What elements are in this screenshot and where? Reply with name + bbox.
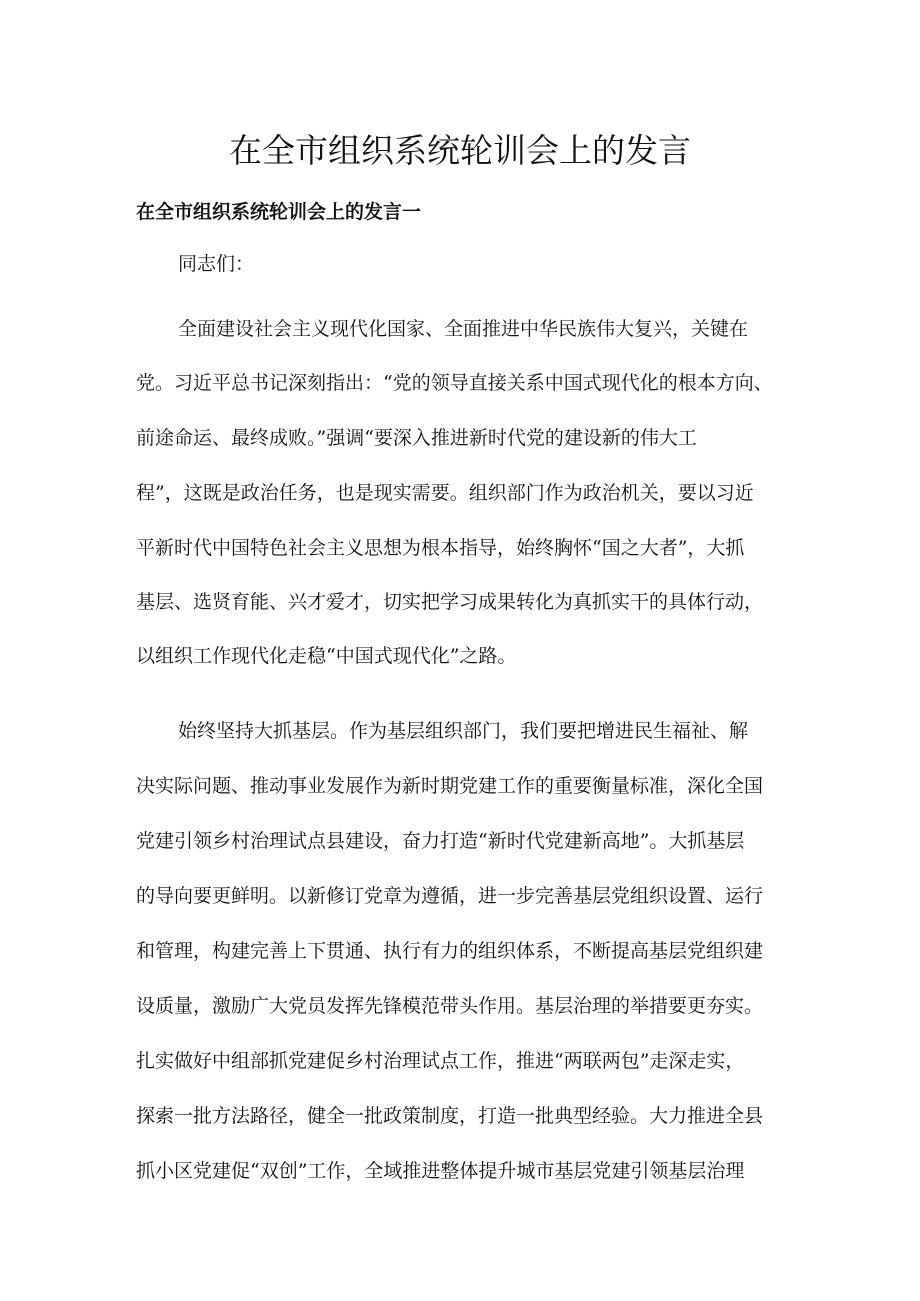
- paragraph-1-line: 平新时代中国特色社会主义思想为根本指导，始终胸怀“国之大者”，大抓: [136, 537, 745, 559]
- paragraph-1-line: 前途命运、最终成败。”强调“要深入推进新时代党的建设新的伟大工: [136, 427, 697, 449]
- paragraph-1-line: 程”，这既是政治任务，也是现实需要。组织部门作为政治机关，要以习近: [136, 482, 754, 504]
- paragraph-1-line: 全面建设社会主义现代化国家、全面推进中华民族伟大复兴，关键在: [178, 318, 749, 340]
- paragraph-2-line: 始终坚持大抓基层。作为基层组织部门，我们要把增进民生福祉、解: [178, 720, 749, 742]
- salutation: 同志们：: [178, 253, 255, 275]
- paragraph-2-line: 和管理，构建完善上下贯通、执行有力的组织体系，不断提高基层党组织建: [136, 940, 764, 962]
- section-heading: 在全市组织系统轮训会上的发言一: [136, 201, 422, 223]
- paragraph-2-line: 的导向要更鲜明。以新修订党章为遵循，进一步完善基层党组织设置、运行: [136, 885, 764, 907]
- paragraph-2-line: 党建引领乡村治理试点县建设，奋力打造“新时代党建新高地”。大抓基层: [136, 830, 745, 852]
- paragraph-1-line: 以组织工作现代化走稳“中国式现代化”之路。: [136, 645, 517, 667]
- paragraph-2-line: 扎实做好中组部抓党建促乡村治理试点工作，推进“两联两包”走深走实，: [136, 1050, 745, 1072]
- paragraph-1-line: 党。习近平总书记深刻指出：“党的领导直接关系中国式现代化的根本方向、: [136, 372, 773, 394]
- paragraph-2-line: 探索一批方法路径，健全一批政策制度，打造一批典型经验。大力推进全县: [136, 1105, 764, 1127]
- paragraph-2-line: 决实际问题、推动事业发展作为新时期党建工作的重要衡量标准，深化全国: [136, 775, 764, 797]
- paragraph-2-line: 抓小区党建促“双创”工作，全域推进整体提升城市基层党建引领基层治理: [136, 1160, 745, 1182]
- paragraph-1-line: 基层、选贤育能、兴才爱才，切实把学习成果转化为真抓实干的具体行动，: [136, 591, 764, 613]
- paragraph-2-line: 设质量，激励广大党员发挥先锋模范带头作用。基层治理的举措要更夯实。: [136, 995, 764, 1017]
- document-title: 在全市组织系统轮训会上的发言: [229, 131, 691, 170]
